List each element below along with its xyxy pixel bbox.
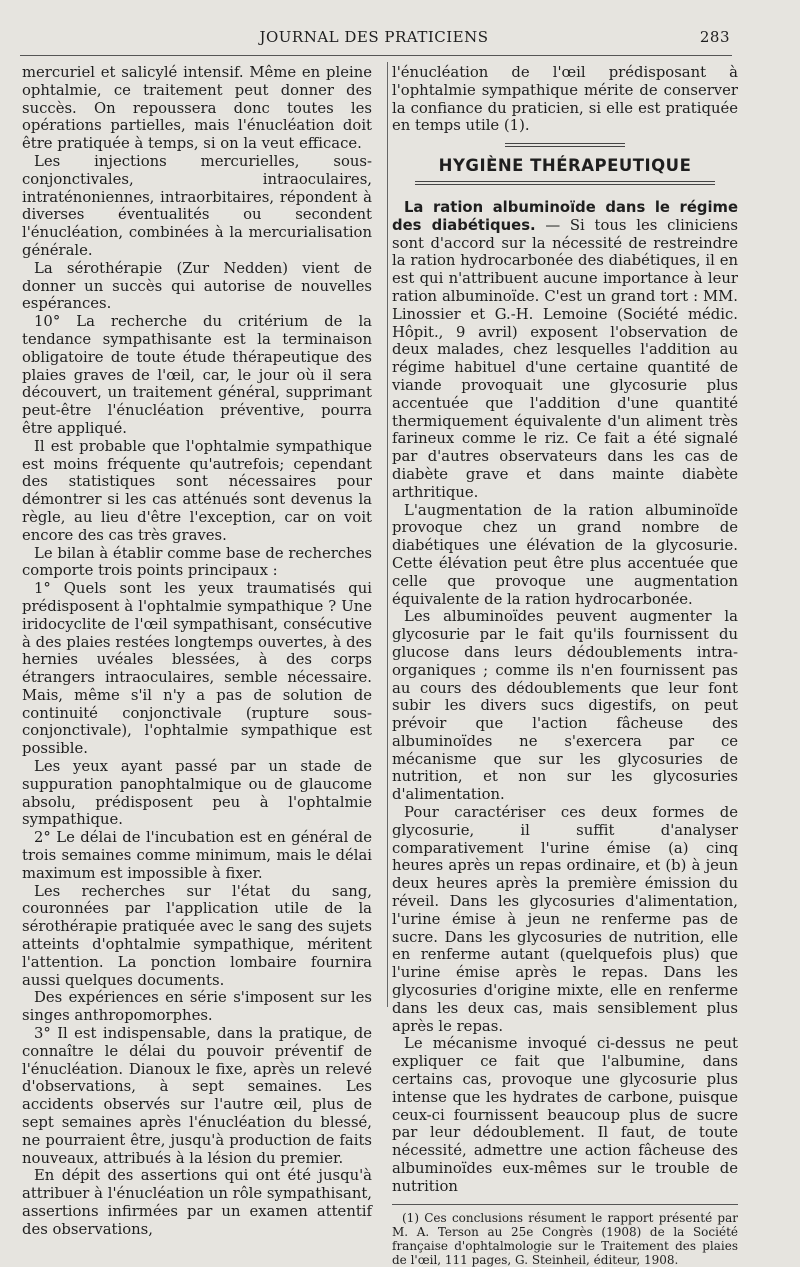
paragraph: En dépit des assertions qui ont été jusqu'à attribuer à l'énucléation un rôle sympathisant, assertions infirmées par un examen attentif des observations,	[22, 1167, 372, 1238]
paragraph: La sérothérapie (Zur Nedden) vient de donner un succès qui autorise de nouvelles espérances.	[22, 259, 372, 313]
paragraph: Les yeux ayant passé par un stade de suppuration panophtalmique ou de glaucome absolu, prédisposent peu à l'ophtalmie sympathique.	[22, 758, 372, 829]
paragraph: Le mécanisme invoqué ci-dessus ne peut expliquer ce fait que l'albumine, dans certains cas, provoque une glycosurie plus intense que les hydrates de carbone, puisque ceux-ci fournissent beaucoup plus de sucre par leur dédoublement. Il faut, de toute nécessité, admettre une action fâcheuse des albuminoïdes eux-mêmes sur le trouble de nutrition	[392, 1035, 738, 1195]
paragraph: 2° Le délai de l'incubation est en général de trois semaines comme minimum, mais le délai maximum est impossible à fixer.	[22, 829, 372, 882]
section-title-underline	[415, 181, 715, 185]
footnote-rule	[392, 1204, 738, 1205]
article-text: — Si tous les cliniciens sont d'accord sur la nécessité de restreindre la ration hydrocarbonée des diabétiques, il en est qui n'attribuent aucune importance à leur ration albuminoïde. C'est un grand tort : MM. Linossier et G.-H. Lemoine (Société médic. Hôpit., 9 avril) exposent l'observation de deux malades, chez lesquelles l'addition au régime habituel d'une certaine quantité de viande provoquait une glycosurie plus accentuée que l'addition d'une quantité thermiquement équivalente d'un aliment très farineux comme le riz. Ce fait a été signalé par d'autres observateurs dans les cas de diabète grave et dans mainte diabète arthritique.	[392, 216, 738, 501]
paragraph: L'augmentation de la ration albuminoïde provoque chez un grand nombre de diabétiques une élévation de la glycosurie. Cette élévation peut être plus accentuée que celle que provoque une augmentation équivalente de la ration hydrocarbonée.	[392, 501, 738, 608]
page-number: 283	[699, 28, 730, 46]
paragraph: Des expériences en série s'imposent sur les singes anthropomorphes.	[22, 989, 372, 1025]
page-header	[18, 28, 730, 50]
column-divider	[387, 62, 388, 1007]
header-rule	[20, 55, 732, 56]
paragraph: Les recherches sur l'état du sang, couronnées par l'application utile de la sérothérapie pratiquée avec le sang des sujets atteints d'ophtalmie sympathique, méritent l'attention. La ponction lombaire fournira aussi quelques documents.	[22, 882, 372, 989]
footnote: (1) Ces conclusions résument le rapport présenté par M. A. Terson au 25e Congrès (1908) de la Société française d'ophtalmologie sur le Traitement des plaies de l'œil, 111 pages, G. Steinheil, éditeur, 1908.	[392, 1210, 738, 1267]
paragraph: 1° Quels sont les yeux traumatisés qui prédisposent à l'ophtalmie sympathique ? Une iridocyclite de l'œil sympathisant, consécutive à des plaies restées longtemps ouvertes, à des hernies uvéales blessées, à des corps étrangers intraoculaires, semble nécessaire. Mais, même s'il n'y a pas de solution de continuité conjonctivale (rupture sous-conjonctivale), l'ophtalmie sympathique est possible.	[22, 580, 372, 758]
paragraph: 3° Il est indispensable, dans la pratique, de connaître le délai du pouvoir préventif de l'énucléation. Dianoux le fixe, après un relevé d'observations, à sept semaines. Les accidents observés sur l'autre œil, plus de sept semaines après l'énucléation du blessé, ne pourraient être, jusqu'à production de faits nouveaux, attribués à la lésion du premier.	[22, 1025, 372, 1167]
right-column	[392, 64, 738, 1267]
paragraph: mercuriel et salicylé intensif. Même en pleine ophtalmie, ce traitement peut donner des succès. On repoussera donc toutes les opérations partielles, mais l'énucléation doit être pratiquée à temps, si on la veut efficace.	[22, 64, 372, 153]
paragraph: Le bilan à établir comme base de recherches comporte trois points principaux :	[22, 544, 372, 580]
journal-title: JOURNAL DES PRATICIENS	[259, 28, 489, 46]
paragraph: l'énucléation de l'œil prédisposant à l'ophtalmie sympathique mérite de conserver la confiance du praticien, si elle est pratiquée en temps utile (1).	[392, 64, 738, 135]
paragraph: Les albuminoïdes peuvent augmenter la glycosurie par le fait qu'ils fournissent du glucose dans leurs dédoublements intra-organiques ; comme ils n'en fournissent pas au cours des dédoublements que leur font subir les divers sucs digestifs, on peut prévoir que l'action fâcheuse des albuminoïdes ne s'exercera par ce mécanisme que sur les glycosuries de nutrition, et non sur les glycosuries d'alimentation.	[392, 608, 738, 804]
left-column	[22, 64, 372, 1239]
paragraph: 10° La recherche du critérium de la tendance sympathisante est la terminaison obligatoire de toute étude thérapeutique des plaies graves de l'œil, car, le jour où il sera découvert, un traitement général, supprimant peut-être l'énucléation préventive, pourra être appliqué.	[22, 313, 372, 437]
paragraph: Pour caractériser ces deux formes de glycosurie, il suffit d'analyser comparativement l'urine émise (a) cinq heures après un repas ordinaire, et (b) à jeun deux heures après la première émission du réveil. Dans les glycosuries d'alimentation, l'urine émise à jeun ne renferme pas de sucre. Dans les glycosuries de nutrition, elle en renferme autant (quelquefois plus) que l'urine émise après le repas. Dans les glycosuries d'origine mixte, elle en renferme dans les deux cas, mais sensiblement plus après le repas.	[392, 804, 738, 1035]
paragraph: Les injections mercurielles, sous-conjonctivales, intraoculaires, intraténoniennes, intraorbitaires, répondent à diverses éventualités ou secondent l'énucléation, combinées à la mercurialisation générale.	[22, 152, 372, 259]
article-title: La ration albuminoïde dans le régime des diabétiques.	[392, 198, 738, 234]
paragraph: Il est probable que l'ophtalmie sympathique est moins fréquente qu'autrefois; cependant des statistiques sont nécessaires pour démontrer si les cas atténués sont devenus la règle, au lieu d'être l'exception, car on voit encore des cas très graves.	[22, 437, 372, 544]
article-paragraph	[392, 199, 738, 502]
section-separator	[505, 143, 625, 147]
section-title: HYGIÈNE THÉRAPEUTIQUE	[438, 156, 692, 176]
